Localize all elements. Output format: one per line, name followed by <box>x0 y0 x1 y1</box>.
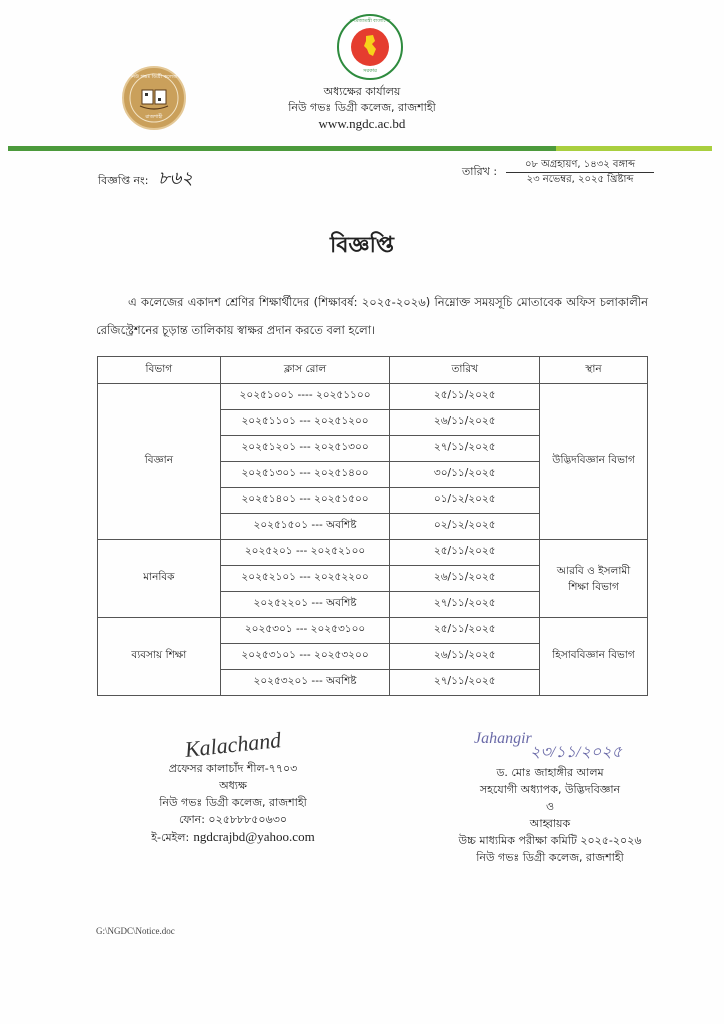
signatory-principal <box>118 727 348 846</box>
venue-cell: হিসাববিজ্ঞান বিভাগ <box>540 618 648 696</box>
signature-convener: Jahangir <box>474 730 532 747</box>
principal-designation: অধ্যক্ষ <box>219 779 247 792</box>
govt-seal-bottom: সরকার <box>363 68 377 74</box>
date-cell: ২৫/১১/২০২৫ <box>390 618 540 644</box>
college-logo-text: নিউ গভঃ ডিগ্রী কলেজ <box>130 74 178 80</box>
date-cell: ২৬/১১/২০২৫ <box>390 566 540 592</box>
notice-number <box>98 164 193 195</box>
notice-number-label: বিজ্ঞপ্তি নং: <box>98 174 149 187</box>
govt-seal-text: গণপ্রজাতন্ত্রী বাংলাদেশ <box>349 19 391 24</box>
date-cell: ২৬/১১/২০২৫ <box>390 410 540 436</box>
principal-email[interactable]: ngdcrajbd@yahoo.com <box>193 829 315 844</box>
website-link[interactable]: www.ngdc.ac.bd <box>318 116 406 131</box>
notice-date-label: তারিখ : <box>462 165 498 178</box>
date-cell: ২৫/১১/২০২৫ <box>390 384 540 410</box>
department-cell: মানবিক <box>98 540 221 618</box>
date-cell: ২৫/১১/২০২৫ <box>390 540 540 566</box>
venue-cell: আরবি ও ইসলামী শিক্ষা বিভাগ <box>540 540 648 618</box>
table-row <box>98 540 648 566</box>
email-label: ই-মেইল: <box>151 831 190 844</box>
roll-cell: ২০২৫২২০১ --- অবশিষ্ট <box>220 592 390 618</box>
office-name: অধ্যক্ষের কার্যালয় <box>323 85 401 98</box>
notice-title: বিজ্ঞপ্তি <box>330 233 394 258</box>
date-cell: ০১/১২/২০২৫ <box>390 488 540 514</box>
signature-block <box>410 730 690 764</box>
roll-cell: ২০২৫১৫০১ --- অবশিষ্ট <box>220 514 390 540</box>
notice-date <box>506 158 654 187</box>
roll-cell: ২০২৫১৪০১ --- ২০২৫১৫০০ <box>220 488 390 514</box>
convener-name: ড. মোঃ জাহাঙ্গীর আলম <box>496 766 604 779</box>
roll-cell: ২০২৫১২০১ --- ২০২৫১৩০০ <box>220 436 390 462</box>
principal-name: প্রফেসর কালাচাঁদ শীল-৭৭০৩ <box>168 762 298 775</box>
government-seal-icon <box>337 14 403 80</box>
date-cell: ০২/১২/২০২৫ <box>390 514 540 540</box>
college-name: নিউ গভঃ ডিগ্রী কলেজ, রাজশাহী <box>288 101 436 114</box>
roll-cell: ২০২৫১০০১ ---- ২০২৫১১০০ <box>220 384 390 410</box>
schedule-table <box>97 356 648 696</box>
department-cell: ব্যবসায় শিক্ষা <box>98 618 221 696</box>
date-cell: ২৭/১১/২০২৫ <box>390 436 540 462</box>
convener-college: নিউ গভঃ ডিগ্রী কলেজ, রাজশাহী <box>476 851 624 864</box>
header-date: তারিখ <box>390 357 540 384</box>
signature-date: ২৩/১১/২০২৫ <box>530 744 623 761</box>
date-cell: ২৭/১১/২০২৫ <box>390 670 540 696</box>
date-cell: ২৬/১১/২০২৫ <box>390 644 540 670</box>
department-cell: বিজ্ঞান <box>98 384 221 540</box>
table-header-row <box>98 357 648 384</box>
header-bar-light <box>556 146 712 151</box>
date-cell: ৩০/১১/২০২৫ <box>390 462 540 488</box>
table-row <box>98 618 648 644</box>
college-logo-city: রাজশাহী <box>145 114 163 120</box>
header-venue: স্থান <box>540 357 648 384</box>
notice-body: এ কলেজের একাদশ শ্রেণির শিক্ষার্থীদের (শিক্ষাবর্ষ: ২০২৫-২০২৬) নিম্নোক্ত সময়সূচি মোতাবেক অফিস চলাকালীন রেজিস্ট্রেশনের চূড়ান্ত তালিকায় স্বাক্ষর প্রদান করতে বলা হলো। <box>96 295 648 337</box>
convener-role: আহ্বায়ক <box>529 817 571 830</box>
file-path: G:\NGDC\Notice.doc <box>96 926 175 936</box>
college-logo-icon <box>122 66 186 130</box>
convener-designation: সহযোগী অধ্যাপক, উদ্ভিদবিজ্ঞান <box>479 783 621 796</box>
roll-cell: ২০২৫১৩০১ --- ২০২৫১৪০০ <box>220 462 390 488</box>
roll-cell: ২০২৫১১০১ --- ২০২৫১২০০ <box>220 410 390 436</box>
header-bar-dark <box>8 146 556 151</box>
table-row <box>98 384 648 410</box>
convener-committee: উচ্চ মাধ্যমিক পরীক্ষা কমিটি ২০২৫-২০২৬ <box>458 834 642 847</box>
principal-email-row <box>118 828 348 846</box>
principal-phone: ফোন: ০২৫৮৮৮৫০৬৩০ <box>178 813 288 826</box>
letterhead <box>262 84 462 132</box>
signatory-convener <box>410 730 690 866</box>
header-roll: ক্লাস রোল <box>220 357 390 384</box>
convener-and: ও <box>545 800 555 813</box>
roll-cell: ২০২৫২০১ --- ২০২৫২১০০ <box>220 540 390 566</box>
roll-cell: ২০২৫৩১০১ --- ২০২৫৩২০০ <box>220 644 390 670</box>
date-cell: ২৭/১১/২০২৫ <box>390 592 540 618</box>
roll-cell: ২০২৫২১০১ --- ২০২৫২২০০ <box>220 566 390 592</box>
date-gregorian: ২৩ নভেম্বর, ২০২৫ খ্রিষ্টাব্দ <box>526 174 634 185</box>
header-department: বিভাগ <box>98 357 221 384</box>
notice-number-value: ৮৬২ <box>158 168 194 188</box>
roll-cell: ২০২৫৩০১ --- ২০২৫৩১০০ <box>220 618 390 644</box>
principal-college: নিউ গভঃ ডিগ্রী কলেজ, রাজশাহী <box>159 796 307 809</box>
roll-cell: ২০২৫৩২০১ --- অবশিষ্ট <box>220 670 390 696</box>
date-bangla: ০৮ অগ্রহায়ণ, ১৪৩২ বঙ্গাব্দ <box>506 158 654 173</box>
signature-principal: Kalachand <box>183 727 283 762</box>
venue-cell: উদ্ভিদবিজ্ঞান বিভাগ <box>540 384 648 540</box>
